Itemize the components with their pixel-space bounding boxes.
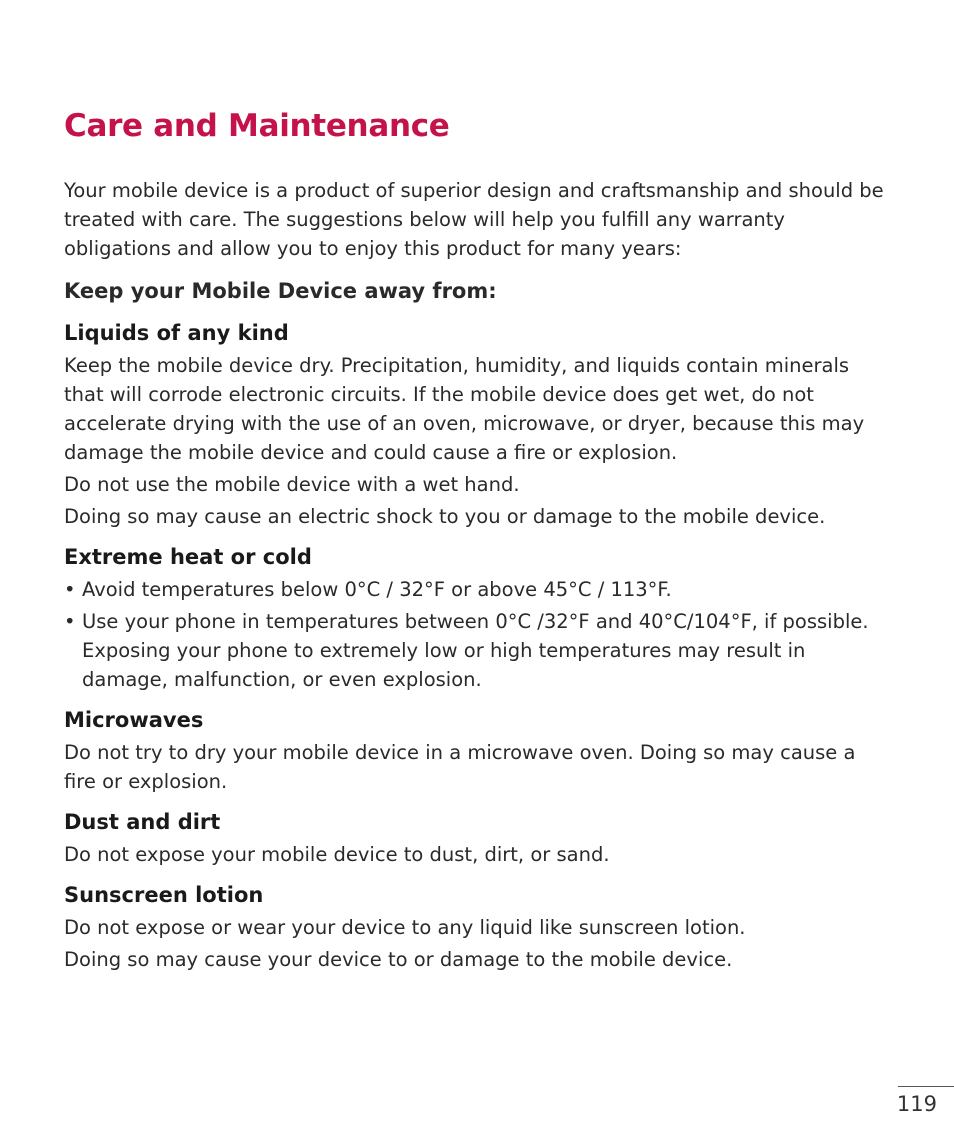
section-heading-heat: Extreme heat or cold: [64, 545, 312, 569]
heat-bullet-list: [64, 575, 892, 694]
heat-bullet-item: [64, 575, 892, 604]
intro-paragraph: Your mobile device is a product of superior design and craftsmanship and should be treated with care. The suggestions below will help you fulfill any warranty obligations and allow you to enjoy this product for many years:: [64, 179, 884, 260]
heat-bullet-text: Avoid temperatures below 0°C / 32°F or above 45°C / 113°F.: [82, 578, 672, 601]
section-heading-liquids: Liquids of any kind: [64, 321, 289, 345]
footer-divider: [898, 1086, 954, 1087]
document-page: [64, 106, 892, 986]
section-sunscreen: [64, 881, 892, 974]
bullet-icon: •: [64, 610, 76, 633]
liquids-paragraph-2: Do not use the mobile device with a wet hand.: [64, 473, 520, 496]
microwaves-paragraph: Do not try to dry your mobile device in a microwave oven. Doing so may cause a fire or explosion.: [64, 741, 856, 793]
section-heading-sunscreen: Sunscreen lotion: [64, 883, 264, 907]
lead-heading: Keep your Mobile Device away from:: [64, 279, 497, 303]
section-liquids: [64, 319, 892, 531]
section-heading-microwaves: Microwaves: [64, 708, 204, 732]
section-heat: [64, 543, 892, 694]
section-microwaves: [64, 706, 892, 796]
section-dust: [64, 808, 892, 869]
heat-bullet-text: Use your phone in temperatures between 0°C /32°F and 40°C/104°F, if possible. Exposing your phone to extremely low or high temperatures may result in damage, malfunction, or even explosion.: [82, 610, 869, 691]
dust-paragraph: Do not expose your mobile device to dust, dirt, or sand.: [64, 843, 610, 866]
page-title: Care and Maintenance: [64, 108, 450, 144]
liquids-paragraph-3: Doing so may cause an electric shock to you or damage to the mobile device.: [64, 505, 826, 528]
section-heading-dust: Dust and dirt: [64, 810, 221, 834]
page-number: 119: [896, 1092, 937, 1116]
sunscreen-paragraph-1: Do not expose or wear your device to any liquid like sunscreen lotion.: [64, 916, 746, 939]
heat-bullet-item: [64, 607, 892, 694]
liquids-paragraph-1: Keep the mobile device dry. Precipitation, humidity, and liquids contain minerals that will corrode electronic circuits. If the mobile device does get wet, do not accelerate drying with the use of an oven, microwave, or dryer, because this may damage the mobile device and could cause a fire or explosion.: [64, 354, 865, 464]
bullet-icon: •: [64, 578, 76, 601]
sunscreen-paragraph-2: Doing so may cause your device to or damage to the mobile device.: [64, 948, 733, 971]
